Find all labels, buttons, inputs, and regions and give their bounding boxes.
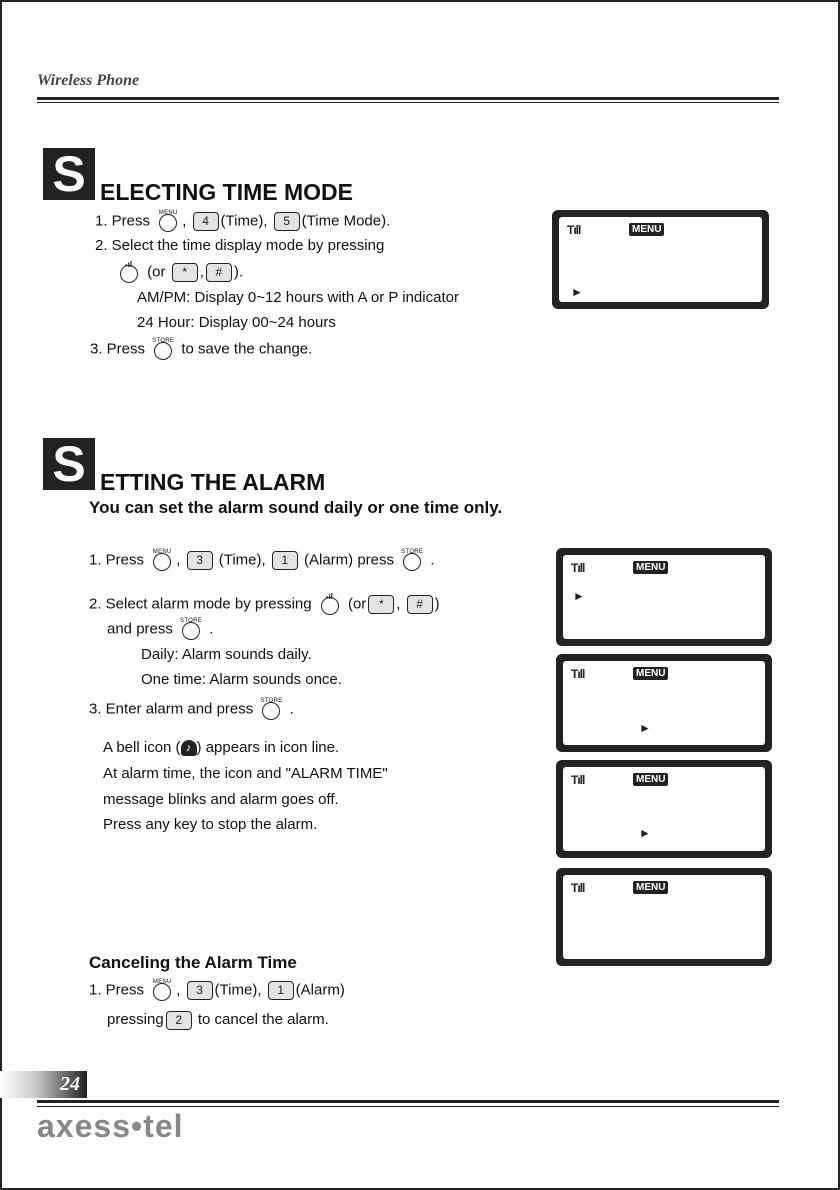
menu-indicator: MENU — [629, 223, 664, 236]
cursor-arrow-icon: ► — [571, 285, 583, 299]
signal-icon: Tıll — [571, 561, 585, 575]
key-hash: # — [206, 263, 232, 282]
cancel-alarm-heading: Canceling the Alarm Time — [89, 953, 297, 972]
key-hash: # — [407, 595, 433, 614]
alarm-step-2-store: and press STORE . — [107, 619, 213, 640]
store-button: STORE — [152, 339, 174, 360]
lcd-display — [556, 868, 772, 966]
time-mode-step-3: 3. Press STORE to save the change. — [90, 339, 312, 360]
time-mode-step-2: 2. Select the time display mode by pressing — [95, 237, 385, 254]
bell-note: A bell icon ( ♪ ) appears in icon line. — [103, 739, 340, 756]
page-number: 24 — [60, 1073, 80, 1095]
key-3: 3 — [187, 981, 213, 1000]
signal-icon: Tıll — [571, 667, 585, 681]
header-title: Wireless Phone — [37, 72, 140, 89]
time-mode-step-2-keys: -ıl (or * , # ). — [115, 262, 243, 283]
key-5: 5 — [274, 212, 300, 231]
lcd-display — [556, 760, 772, 858]
store-button: STORE — [260, 699, 282, 720]
cancel-step-2: pressing 2 to cancel the alarm. — [107, 1011, 329, 1028]
alarm-step-1: 1. Press MENU , 3 (Time), 1 (Alarm) press STORE . — [89, 550, 435, 571]
cursor-arrow-icon: ► — [639, 721, 651, 735]
section-initial-letter: S — [43, 148, 95, 200]
alarm-step-2: 2. Select alarm mode by pressing -ıl (or * , # ) — [89, 594, 440, 615]
key-3: 3 — [187, 551, 213, 570]
section-title-rest: ELECTING TIME MODE — [100, 179, 353, 205]
brand-logo: axess•tel — [37, 1108, 184, 1144]
menu-indicator: MENU — [633, 667, 668, 680]
signal-icon: Tıll — [567, 223, 581, 237]
alarm-note-2: At alarm time, the icon and "ALARM TIME" — [103, 765, 388, 782]
key-4: 4 — [193, 212, 219, 231]
menu-indicator: MENU — [633, 773, 668, 786]
time-mode-step-1: 1. Press MENU , 4 (Time), 5 (Time Mode). — [95, 211, 390, 232]
lcd-display — [556, 654, 772, 752]
menu-button: MENU — [151, 980, 173, 1001]
key-star: * — [368, 595, 394, 614]
cursor-arrow-icon: ► — [639, 826, 651, 840]
navigation-button-icon: -ıl — [118, 262, 140, 283]
menu-indicator: MENU — [633, 881, 668, 894]
ampm-description: AM/PM: Display 0~12 hours with A or P indicator — [137, 289, 459, 306]
key-1: 1 — [268, 981, 294, 1000]
daily-description: Daily: Alarm sounds daily. — [141, 646, 312, 663]
lcd-display — [552, 210, 769, 309]
footer-rule-thin — [37, 1106, 779, 1107]
24hour-description: 24 Hour: Display 00~24 hours — [137, 314, 336, 331]
header-rule-thin — [37, 102, 779, 103]
signal-icon: Tıll — [571, 773, 585, 787]
signal-icon: Tıll — [571, 881, 585, 895]
key-2: 2 — [166, 1011, 192, 1030]
menu-indicator: MENU — [633, 561, 668, 574]
cursor-arrow-icon: ► — [573, 589, 585, 603]
store-button: STORE — [401, 550, 423, 571]
key-star: * — [172, 263, 198, 282]
menu-button: MENU — [157, 211, 179, 232]
alarm-note-4: Press any key to stop the alarm. — [103, 816, 318, 833]
navigation-button-icon: -ıl — [319, 594, 341, 615]
menu-button: MENU — [151, 550, 173, 571]
cancel-step-1: 1. Press MENU , 3 (Time), 1 (Alarm) — [89, 980, 345, 1001]
alarm-note-3: message blinks and alarm goes off. — [103, 791, 339, 808]
store-button: STORE — [180, 619, 202, 640]
onetime-description: One time: Alarm sounds once. — [141, 671, 342, 688]
footer-rule-thick — [37, 1100, 779, 1103]
alarm-step-3: 3. Enter alarm and press STORE . — [89, 699, 294, 720]
key-1: 1 — [272, 551, 298, 570]
header-rule-thick — [37, 97, 779, 100]
lcd-display — [556, 548, 772, 646]
bell-icon: ♪ — [181, 740, 197, 756]
section-initial-letter: S — [43, 438, 95, 490]
alarm-intro: You can set the alarm sound daily or one time only. — [89, 498, 503, 517]
section-title-rest: ETTING THE ALARM — [100, 469, 326, 495]
